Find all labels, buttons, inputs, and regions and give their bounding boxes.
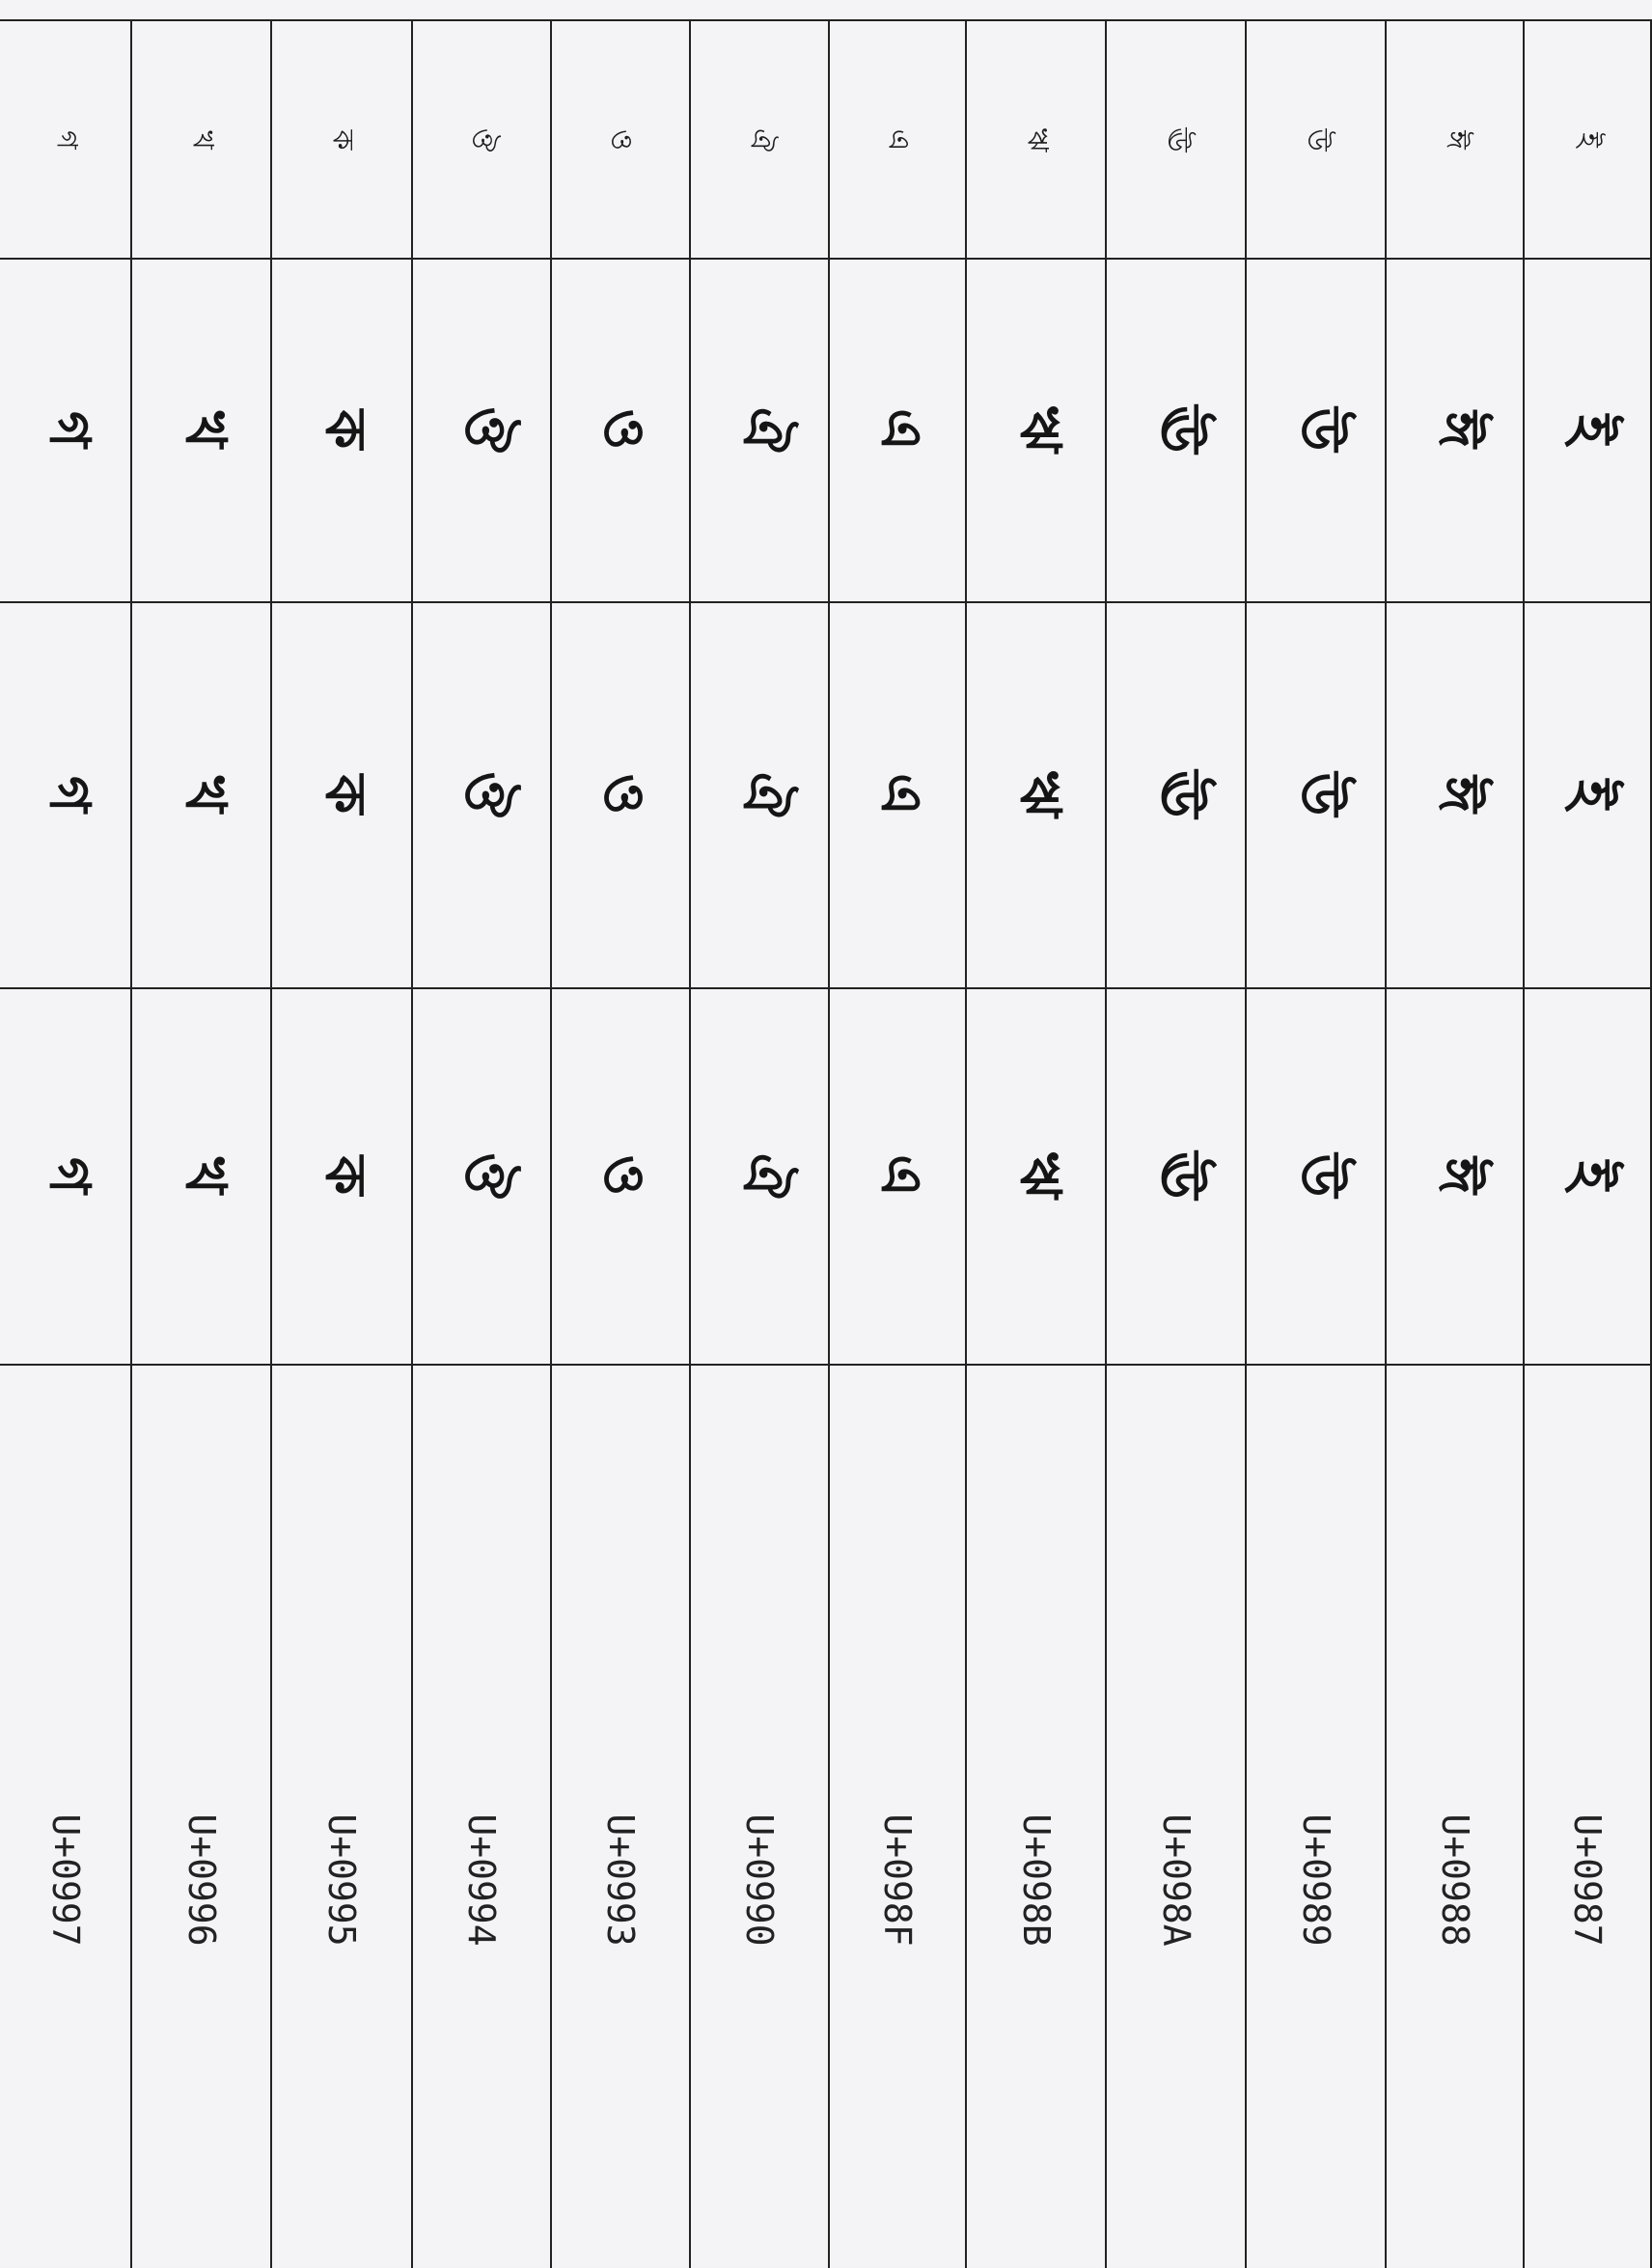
reference-letter-cell [413, 21, 550, 260]
handwritten-sample-cell [413, 603, 550, 989]
handwritten-sample: ঋ [1007, 406, 1073, 455]
reference-letter-cell [1107, 21, 1245, 260]
reference-letter: ক [325, 129, 360, 150]
handwritten-sample-cell [413, 989, 550, 1366]
handwritten-sample-cell [1387, 260, 1523, 603]
handwritten-sample-cell [0, 603, 130, 989]
handwritten-sample-cell [830, 260, 965, 603]
handwritten-sample: এ [868, 407, 935, 454]
handwritten-sample-cell [552, 989, 689, 1366]
reference-letter: ই [1571, 131, 1606, 148]
handwritten-sample-cell [1107, 989, 1245, 1366]
handwritten-sample-cell [1247, 989, 1385, 1366]
unicode-code-cell [1387, 1366, 1523, 2268]
unicode-code-cell [967, 1366, 1105, 2268]
reference-letter-cell [132, 21, 270, 260]
handwritten-sample: ই [1558, 1160, 1625, 1193]
handwritten-sample: গ [37, 775, 102, 816]
reference-letter-cell [1247, 21, 1385, 260]
handwritten-sample: উ [1287, 407, 1353, 454]
handwritten-sample-cell [1387, 989, 1523, 1366]
handwritten-sample-cell [1247, 260, 1385, 603]
handwritten-sample: ই [1558, 414, 1625, 447]
handwritten-sample-cell [0, 989, 130, 1366]
handwritten-sample-cell [1247, 603, 1385, 989]
handwritten-sample: ও [592, 1154, 658, 1199]
handwritten-sample-cell [132, 603, 270, 989]
handwritten-sample: ঐ [730, 1152, 797, 1201]
unicode-code-cell [830, 1366, 965, 2268]
handwritten-sample-cell [691, 260, 828, 603]
unicode-code: U+0993 [599, 1813, 642, 1947]
unicode-code-cell [272, 1366, 411, 2268]
unicode-code-cell [691, 1366, 828, 2268]
handwritten-sample-cell [1107, 260, 1245, 603]
handwritten-sample: ই [1558, 779, 1625, 812]
reference-letter: ঊ [1160, 126, 1194, 152]
handwritten-sample: ও [592, 408, 658, 453]
unicode-code-cell [413, 1366, 550, 2268]
reference-letter-cell [552, 21, 689, 260]
handwritten-sample-cell [413, 260, 550, 603]
unicode-code-cell [1525, 1366, 1650, 2268]
reference-letter-cell [691, 21, 828, 260]
reference-letter: গ [49, 129, 83, 150]
unicode-code: U+0987 [1566, 1813, 1609, 1947]
handwritten-sample: ঊ [1147, 405, 1213, 456]
handwritten-sample: ঈ [1426, 1157, 1492, 1196]
handwritten-sample-cell [1107, 603, 1245, 989]
character-table [0, 19, 1652, 2268]
handwritten-sample-cell [272, 603, 411, 989]
handwritten-sample: ঔ [453, 406, 519, 455]
handwritten-sample: এ [868, 1153, 935, 1200]
unicode-code-cell [552, 1366, 689, 2268]
reference-letter-cell [830, 21, 965, 260]
reference-letter-cell [272, 21, 411, 260]
unicode-code-cell [132, 1366, 270, 2268]
handwritten-sample: ঋ [1007, 1152, 1073, 1201]
table-row [1107, 21, 1247, 2268]
reference-letter: উ [1300, 127, 1334, 152]
handwritten-sample: ঐ [730, 771, 797, 819]
table-row [1387, 21, 1525, 2268]
handwritten-sample: গ [37, 410, 102, 451]
handwritten-sample: খ [173, 775, 238, 816]
table-row [1525, 21, 1652, 2268]
unicode-code-cell [1247, 1366, 1385, 2268]
handwritten-sample: ঔ [453, 771, 519, 819]
handwritten-sample-cell [552, 260, 689, 603]
handwritten-sample: ঔ [453, 1152, 519, 1201]
reference-letter: ঈ [1439, 129, 1473, 150]
reference-letter-cell [1387, 21, 1523, 260]
handwritten-sample: উ [1287, 1153, 1353, 1200]
handwritten-sample: ক [313, 774, 379, 816]
table-row [691, 21, 830, 2268]
reference-letter: ঋ [1020, 127, 1054, 152]
handwritten-sample-cell [1387, 603, 1523, 989]
unicode-code: U+0990 [738, 1813, 781, 1947]
handwritten-sample-cell [967, 603, 1105, 989]
table-row [830, 21, 967, 2268]
handwritten-sample-cell [691, 989, 828, 1366]
handwritten-sample: গ [37, 1156, 102, 1197]
unicode-code: U+0996 [179, 1813, 223, 1947]
unicode-code-cell [0, 1366, 130, 2268]
handwritten-sample: ঊ [1147, 770, 1213, 820]
handwritten-sample: ঈ [1426, 411, 1492, 450]
handwritten-sample: ক [313, 409, 379, 452]
reference-letter-cell [967, 21, 1105, 260]
handwritten-sample: উ [1287, 772, 1353, 818]
handwritten-sample: ক [313, 1155, 379, 1198]
handwritten-sample-cell [272, 260, 411, 603]
handwritten-sample-cell [132, 260, 270, 603]
table-row [1247, 21, 1387, 2268]
handwritten-sample-cell [691, 603, 828, 989]
unicode-code: U+098F [876, 1813, 919, 1947]
unicode-code: U+098A [1154, 1813, 1198, 1947]
handwritten-sample: ঋ [1007, 771, 1073, 819]
reference-letter: এ [881, 128, 916, 151]
table-row [132, 21, 272, 2268]
handwritten-sample: ও [592, 773, 658, 817]
handwritten-sample-cell [0, 260, 130, 603]
unicode-code: U+0989 [1294, 1813, 1337, 1947]
handwritten-sample: এ [868, 772, 935, 818]
table-row [413, 21, 552, 2268]
reference-letter-cell [0, 21, 130, 260]
unicode-code: U+0997 [43, 1813, 87, 1947]
handwritten-sample-cell [272, 989, 411, 1366]
table-row [272, 21, 413, 2268]
handwritten-sample: ঊ [1147, 1151, 1213, 1202]
handwritten-sample: ঈ [1426, 776, 1492, 815]
table-row [0, 21, 132, 2268]
handwritten-sample: খ [173, 410, 238, 451]
reference-letter: ও [604, 128, 639, 151]
handwritten-sample-cell [132, 989, 270, 1366]
handwritten-sample-cell [1525, 603, 1650, 989]
handwritten-sample-cell [967, 989, 1105, 1366]
reference-letter-cell [1525, 21, 1650, 260]
reference-letter: ঔ [465, 127, 500, 152]
reference-letter: ঐ [743, 127, 778, 152]
handwritten-sample-cell [1525, 989, 1650, 1366]
table-row [967, 21, 1107, 2268]
unicode-code: U+0995 [320, 1813, 363, 1947]
reference-letter: খ [185, 129, 219, 150]
handwritten-sample: ঐ [730, 406, 797, 455]
table-row [552, 21, 691, 2268]
handwritten-sample-cell [967, 260, 1105, 603]
unicode-code: U+0988 [1433, 1813, 1476, 1947]
handwritten-sample-cell [1525, 260, 1650, 603]
unicode-code-cell [1107, 1366, 1245, 2268]
handwritten-sample-cell [552, 603, 689, 989]
handwritten-sample-cell [830, 603, 965, 989]
handwritten-sample-cell [830, 989, 965, 1366]
unicode-code: U+098B [1014, 1813, 1058, 1947]
unicode-code: U+0994 [460, 1813, 503, 1947]
handwritten-sample: খ [173, 1156, 238, 1197]
